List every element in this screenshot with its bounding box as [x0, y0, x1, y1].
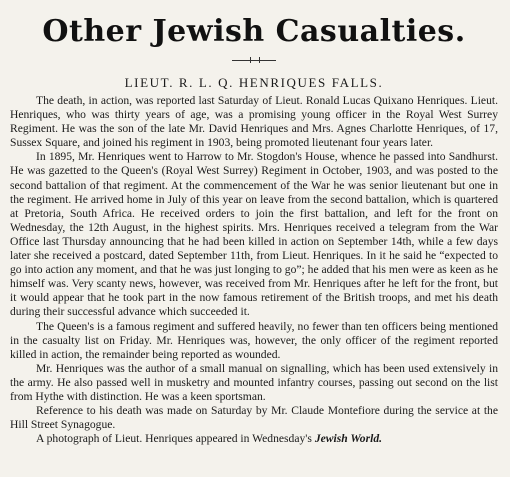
publication-name: Jewish World. — [314, 432, 383, 446]
article-body — [10, 94, 498, 446]
ornament-rule — [232, 56, 276, 66]
paragraph-6-text: A photograph of Lieut. Henriques appeared in Wednesday's — [36, 432, 312, 446]
paragraph-1: The death, in action, was reported last Saturday of Lieut. Ronald Lucas Quixano Henriques. Lieut. Henriques, who was thirty years of age, was a promising young officer in the Royal West Surrey Regiment. He was the son of the late Mr. David Henriques and Mrs. Agnes Charlotte Henriques, of 17, Sussex Square, and joined his regiment in 1903, being promoted lieutenant four years later. — [10, 94, 498, 150]
article-subhead: LIEUT. R. L. Q. HENRIQUES FALLS. — [124, 75, 384, 90]
paragraph-6 — [10, 432, 498, 446]
headline: Other Jewish Casualties. — [42, 14, 466, 49]
paragraph-2: In 1895, Mr. Henriques went to Harrow to Mr. Stogdon's House, whence he passed into Sandhurst. He was gazetted to the Queen's (Royal West Surrey) Regiment in October, 1903, and was posted to the second battalion of that regiment. At the commencement of the War he was senior lieutenant but one in the regiment. He arrived home in July of this year on leave from the second battalion, which is quartered at Pretoria, South Africa. He received orders to join the first battalion, and left for the front on Wednesday, the 12th August, in the highest spirits. Mrs. Henriques received a telegram from the War Office last Thursday announcing that he had been killed in action on September 14th, while a few days later she received a postcard, dated September 11th, from Lieut. Henriques. In it he said he “expected to go into action any moment, and that he was just longing to go”; he added that his men were as keen as he himself was. Very scanty news, however, was received from Mr. Henriques after he left for the front, but it would appear that he took part in the now famous retirement of the British troops, and met his death during their successful advance which succeeded it. — [10, 150, 498, 319]
paragraph-4: Mr. Henriques was the author of a small manual on signalling, which has been used extensively in the army. He also passed well in musketry and mounted infantry courses, passing out second on the list from Hythe with distinction. He was a keen sportsman. — [10, 361, 498, 403]
paragraph-5: Reference to his death was made on Saturday by Mr. Claude Montefiore during the service at the Hill Street Synagogue. — [10, 404, 498, 432]
paragraph-3: The Queen's is a famous regiment and suffered heavily, no fewer than ten officers being mentioned in the casualty list on Friday. Mr. Henriques was, however, the only officer of the regiment reported killed in action, the remainder being reported as wounded. — [10, 319, 498, 361]
